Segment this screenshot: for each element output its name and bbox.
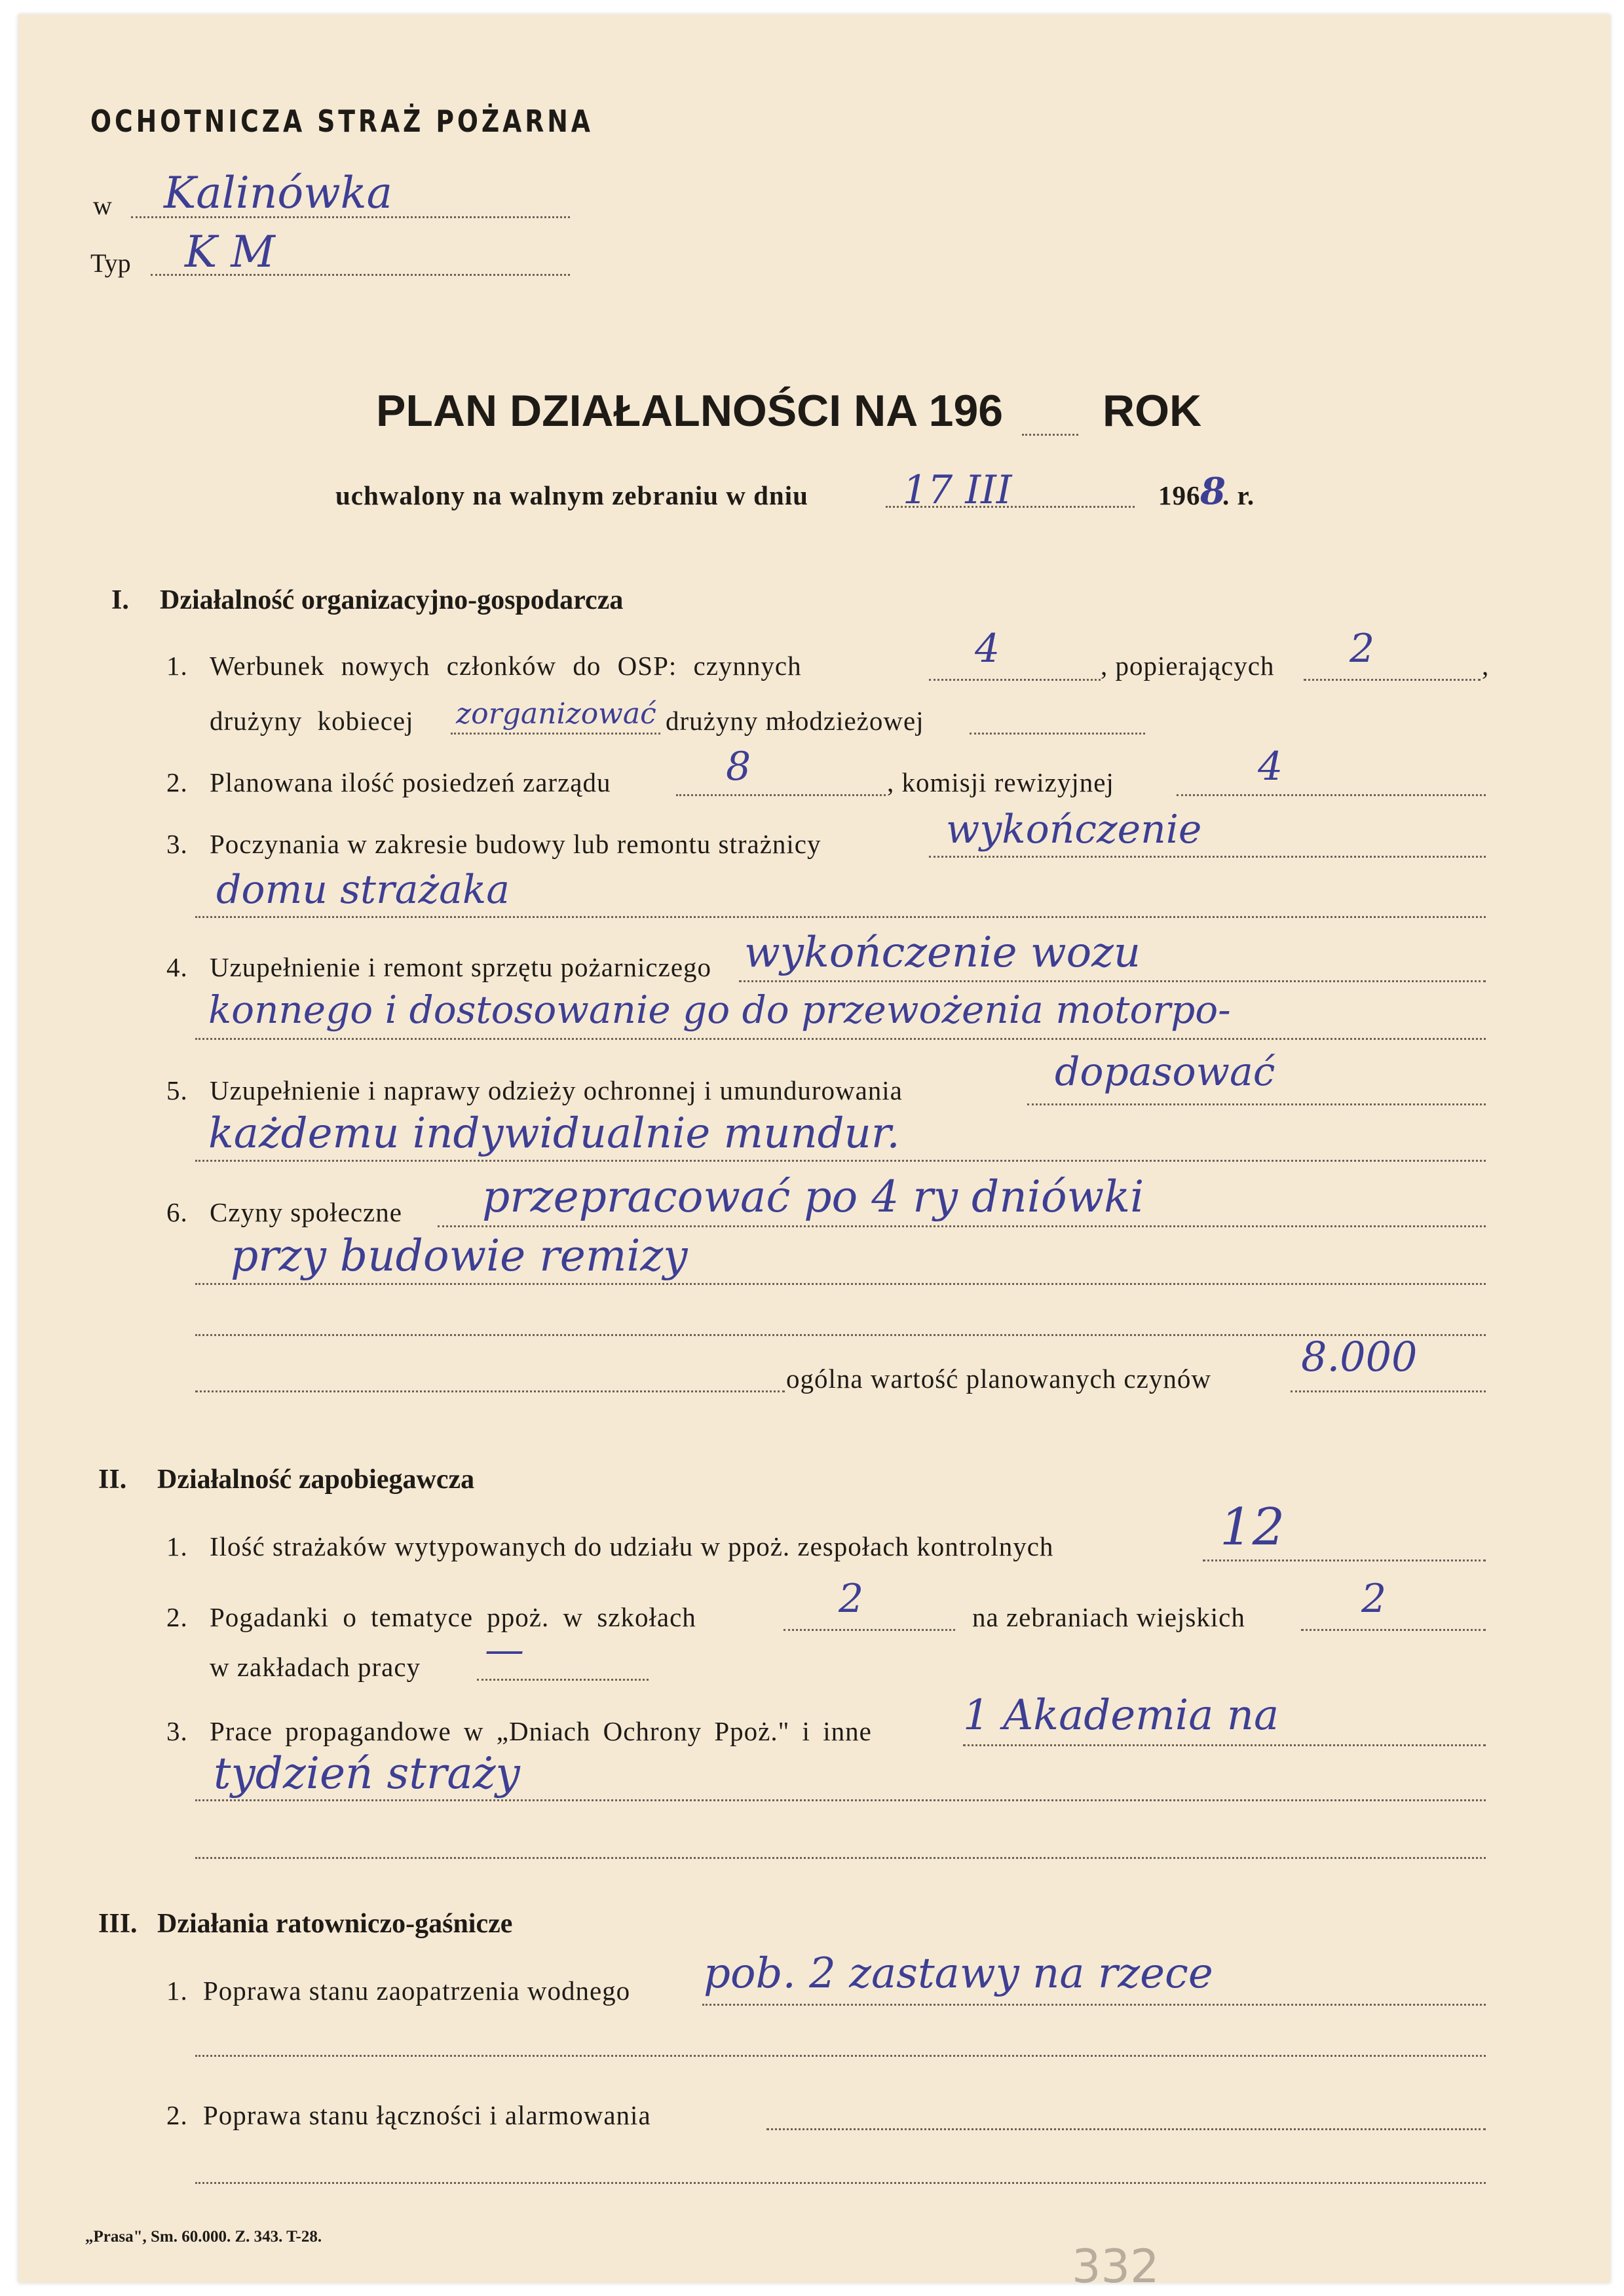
item-1-1-women-dotted-line [451,733,660,735]
location-label: w [93,191,112,220]
item-1-4-value-line-2: konnego i dostosowanie go do przewożenia motorpo- [208,987,1231,1032]
print-info: „Prasa", Sm. 60.000. Z. 343. T-28. [85,2228,322,2246]
item-1-3-value-line-1: wykończenie [946,807,1202,852]
item-1-6-dotted-line-2 [195,1283,1486,1285]
item-1-5-number: 5. [166,1075,188,1105]
location-value: Kalinówka [164,168,392,218]
item-1-1-women-label: drużyny kobiecej [210,706,414,736]
adopted-year-suffix: . r. [1222,480,1255,510]
item-1-1-women-value: zorganizować [456,697,656,731]
item-1-3-text: Poczynania w zakresie budowy lub remontu strażnicy [210,829,821,859]
item-2-2-workplaces-value: — [485,1627,524,1673]
item-1-6-text: Czyny społeczne [210,1197,402,1227]
item-2-1-number: 1. [166,1531,188,1561]
item-2-2-schools-value: 2 [839,1576,864,1622]
item-2-3-value-line-2: tydzień straży [214,1748,520,1799]
item-3-1-text: Poprawa stanu zaopatrzenia wodnego [203,1976,631,2006]
item-1-5-dotted-line-2 [195,1160,1486,1162]
item-1-1-active-dotted-line [929,679,1101,681]
item-1-1-active-value: 4 [975,626,1000,672]
item-1-1-text: Werbunek nowych członków do OSP: czynnych [210,651,802,681]
item-1-5-dotted-line-1 [1027,1103,1486,1105]
item-2-3-value-line-1: 1 Akademia na [963,1691,1279,1740]
item-2-2-meetings-label: na zebraniach wiejskich [972,1602,1245,1632]
page-mark: 332 [1072,2240,1160,2293]
item-3-1-dotted-line-1 [702,2004,1486,2006]
section-3-title: Działania ratowniczo-gaśnicze [157,1909,513,1939]
item-1-1-supporting-dotted-line [1304,679,1481,681]
item-1-2-audit-value: 4 [1258,744,1283,790]
item-1-6-number: 6. [166,1197,188,1227]
item-2-1-text: Ilość strażaków wytypowanych do udziału w ppoż. zespołach kontrolnych [210,1531,1054,1561]
item-2-2-workplaces-dotted-line [477,1679,649,1681]
item-3-1-value: pob. 2 zastawy na rzece [704,1949,1213,1998]
adopted-year-digit: 8 [1200,470,1226,513]
item-1-3-dotted-line-1 [929,856,1486,858]
item-2-2-meetings-dotted-line [1301,1629,1486,1631]
item-1-6-dotted-line-4 [195,1390,785,1392]
item-1-4-dotted-line-2 [195,1038,1486,1040]
item-1-6-total-dotted-line [1291,1390,1486,1392]
item-3-2-dotted-line-1 [766,2128,1486,2130]
item-3-2-number: 2. [166,2100,188,2130]
item-1-1-comma: , [1482,651,1490,681]
item-1-6-value-line-1: przepracować po 4 ry dniówki [482,1172,1144,1222]
item-2-2-number: 2. [166,1602,188,1632]
item-2-2-schools-label: Pogadanki o tematyce ppoż. w szkołach [210,1602,696,1632]
adopted-date-value: 17 III [903,467,1012,513]
item-1-5-value-line-1: dopasować [1055,1049,1275,1095]
item-1-2-audit-label: , komisji rewizyjnej [887,767,1114,797]
item-2-1-value: 12 [1220,1498,1285,1557]
item-1-6-dotted-line-3 [195,1334,1486,1336]
item-3-1-dotted-line-2 [195,2055,1486,2057]
type-value: K M [185,227,275,277]
item-2-3-dotted-line-1 [963,1744,1486,1746]
item-1-1-youth-label: drużyny młodzieżowej [666,706,924,736]
section-1-title: Działalność organizacyjno-gospodarcza [160,585,624,615]
item-1-1-supporting-label: , popierających [1101,651,1275,681]
item-2-2-meetings-value: 2 [1361,1576,1387,1622]
item-1-1-number: 1. [166,651,188,681]
item-1-5-text: Uzupełnienie i naprawy odzieży ochronnej i umundurowania [210,1075,903,1105]
item-1-2-board-value: 8 [726,744,751,790]
item-2-2-workplaces-label: w zakładach pracy [210,1652,421,1682]
item-1-4-text: Uzupełnienie i remont sprzętu pożarniczego [210,952,712,982]
item-1-6-total-value: 8.000 [1301,1333,1418,1381]
page-title-suffix: ROK [1103,386,1202,436]
adopted-year-prefix: 196 [1158,480,1201,510]
item-2-1-dotted-line [1203,1559,1486,1561]
item-2-3-text: Prace propagandowe w „Dniach Ochrony Ppoż." i inne [210,1716,872,1746]
item-2-2-schools-dotted-line [784,1629,955,1631]
item-1-1-youth-dotted-line [970,733,1145,735]
item-1-1-supporting-value: 2 [1350,626,1375,672]
item-1-3-dotted-line-2 [195,916,1486,918]
item-2-3-dotted-line-2 [195,1799,1486,1801]
item-2-3-number: 3. [166,1716,188,1746]
type-label: Typ [90,248,131,278]
item-1-2-text: Planowana ilość posiedzeń zarządu [210,767,611,797]
item-2-3-dotted-line-3 [195,1857,1486,1859]
adopted-label: uchwalony na walnym zebraniu w dniu [335,480,808,510]
item-1-3-number: 3. [166,829,188,859]
section-3-number: III. [98,1909,138,1939]
item-1-2-board-dotted-line [676,794,886,796]
item-1-4-value-line-1: wykończenie wozu [744,928,1141,977]
item-1-4-number: 4. [166,952,188,982]
item-1-5-value-line-2: każdemu indywidualnie mundur. [208,1109,900,1158]
item-1-3-value-line-2: domu strażaka [216,867,510,913]
item-1-6-dotted-line-1 [438,1225,1486,1227]
section-2-title: Działalność zapobiegawcza [157,1464,475,1495]
item-1-4-dotted-line-1 [739,980,1486,982]
item-3-1-number: 1. [166,1976,188,2006]
section-2-number: II. [98,1464,127,1495]
item-1-2-number: 2. [166,767,188,797]
section-1-number: I. [111,585,129,615]
title-year-dotted-line [1022,434,1078,436]
item-3-2-dotted-line-2 [195,2182,1486,2184]
item-1-2-audit-dotted-line [1177,794,1486,796]
item-3-2-text: Poprawa stanu łączności i alarmowania [203,2100,651,2130]
page-title: PLAN DZIAŁALNOŚCI NA 196 [376,386,1004,436]
org-name: OCHOTNICZA STRAŻ POŻARNA [90,104,594,139]
item-1-6-total-label: ogólna wartość planowanych czynów [786,1364,1211,1394]
item-1-6-value-line-2: przy budowie remizy [231,1231,688,1281]
